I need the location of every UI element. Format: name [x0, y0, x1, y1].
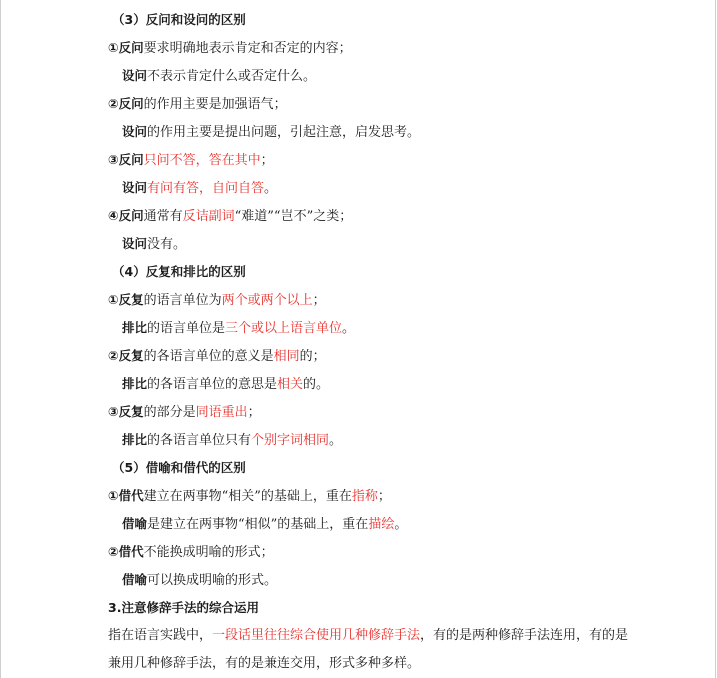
comparison-line: [122, 571, 277, 589]
item-term: 反复: [118, 292, 144, 307]
comparison-line: [108, 95, 287, 113]
item-term: 借代: [118, 488, 144, 503]
item-term: 排比: [122, 376, 148, 391]
section-heading: [112, 263, 246, 281]
comparison-line: [108, 207, 352, 225]
body-text: ，有的是两种修辞手法连用，有的是: [420, 628, 629, 643]
body-text: ；: [247, 405, 261, 420]
item-term: 设问: [122, 68, 148, 83]
highlight-text: 三个或以上语言单位: [225, 321, 343, 336]
body-text: 的各语言单位的意思是: [147, 377, 278, 392]
body-text: 。: [329, 433, 343, 448]
section-heading-text: （3）反问和设问的区别: [112, 12, 246, 27]
body-text: 建立在两事物“相关”的基础上，重在: [143, 489, 352, 504]
body-text: ；: [312, 293, 326, 308]
comparison-line: [122, 375, 329, 393]
body-text: 的语言单位是: [147, 321, 226, 336]
item-marker: ③: [108, 404, 119, 419]
item-term: 借代: [118, 544, 144, 559]
comparison-line: [108, 543, 274, 561]
highlight-text: 反诘副词: [182, 209, 235, 224]
body-text: 兼用几种修辞手法，有的是兼连交用，形式多种多样。: [108, 656, 421, 671]
page-right-edge: [715, 0, 716, 678]
highlight-text: 只问不答，答在其中: [143, 153, 261, 168]
section-heading: [108, 599, 259, 617]
comparison-line: [122, 123, 420, 141]
body-text: “难道”“岂不”之类；: [234, 209, 353, 224]
body-text: 没有。: [147, 237, 187, 252]
item-term: 排比: [122, 320, 148, 335]
highlight-text: 同语重出: [195, 405, 248, 420]
comparison-line: [108, 403, 261, 421]
highlight-text: 有问有答，自问自答: [147, 181, 265, 196]
section-heading: [112, 11, 246, 29]
highlight-text: 相同: [273, 349, 300, 364]
body-text: 的作用主要是加强语气；: [143, 97, 287, 112]
item-term: 借喻: [122, 572, 148, 587]
item-term: 设问: [122, 236, 148, 251]
highlight-text: 描绘: [368, 517, 395, 532]
paragraph-line: [108, 655, 420, 673]
highlight-text: 相关: [277, 377, 304, 392]
item-marker: ②: [108, 544, 119, 559]
body-text: 的。: [303, 377, 330, 392]
comparison-line: [122, 515, 407, 533]
section-heading: [112, 459, 246, 477]
item-term: 借喻: [122, 516, 148, 531]
body-text: 的各语言单位只有: [147, 433, 252, 448]
page-left-edge: [0, 0, 1, 678]
comparison-line: [108, 291, 326, 309]
body-text: ；: [377, 489, 391, 504]
body-text: 的部分是: [143, 405, 196, 420]
item-marker: ②: [108, 348, 119, 363]
body-text: 指在语言实践中，: [108, 628, 213, 643]
comparison-line: [122, 235, 186, 253]
item-term: 反复: [118, 348, 144, 363]
item-marker: ①: [108, 488, 119, 503]
body-text: 是建立在两事物“相似”的基础上，重在: [147, 517, 369, 532]
item-marker: ②: [108, 96, 119, 111]
comparison-line: [108, 39, 352, 57]
body-text: 。: [264, 181, 278, 196]
comparison-line: [108, 347, 326, 365]
paragraph-line: [108, 627, 628, 645]
comparison-line: [122, 179, 277, 197]
item-term: 设问: [122, 124, 148, 139]
section-heading-text: 3.注意修辞手法的综合运用: [108, 600, 259, 615]
item-marker: ④: [108, 208, 119, 223]
highlight-text: 两个或两个以上: [221, 293, 313, 308]
body-text: 要求明确地表示肯定和否定的内容；: [143, 41, 352, 56]
comparison-line: [108, 151, 274, 169]
item-term: 排比: [122, 432, 148, 447]
section-heading-text: （4）反复和排比的区别: [112, 264, 246, 279]
body-text: 通常有: [143, 209, 183, 224]
item-marker: ①: [108, 292, 119, 307]
body-text: 的；: [299, 349, 326, 364]
body-text: ；: [260, 153, 274, 168]
highlight-text: 个别字词相同: [251, 433, 330, 448]
body-text: 的语言单位为: [143, 293, 222, 308]
comparison-line: [122, 319, 355, 337]
item-term: 反问: [118, 40, 144, 55]
highlight-text: 一段话里往往综合使用几种修辞手法: [212, 628, 421, 643]
item-term: 设问: [122, 180, 148, 195]
body-text: 可以换成明喻的形式。: [147, 573, 278, 588]
item-term: 反复: [118, 404, 144, 419]
item-term: 反问: [118, 96, 144, 111]
body-text: 的作用主要是提出问题，引起注意，启发思考。: [147, 125, 421, 140]
highlight-text: 指称: [351, 489, 378, 504]
body-text: 。: [342, 321, 356, 336]
item-term: 反问: [118, 152, 144, 167]
body-text: 不能换成明喻的形式；: [143, 545, 274, 560]
comparison-line: [122, 67, 316, 85]
body-text: 的各语言单位的意义是: [143, 349, 274, 364]
comparison-line: [122, 431, 342, 449]
section-heading-text: （5）借喻和借代的区别: [112, 460, 246, 475]
item-marker: ①: [108, 40, 119, 55]
item-term: 反问: [118, 208, 144, 223]
body-text: 不表示肯定什么或否定什么。: [147, 69, 317, 84]
comparison-line: [108, 487, 391, 505]
item-marker: ③: [108, 152, 119, 167]
body-text: 。: [394, 517, 408, 532]
